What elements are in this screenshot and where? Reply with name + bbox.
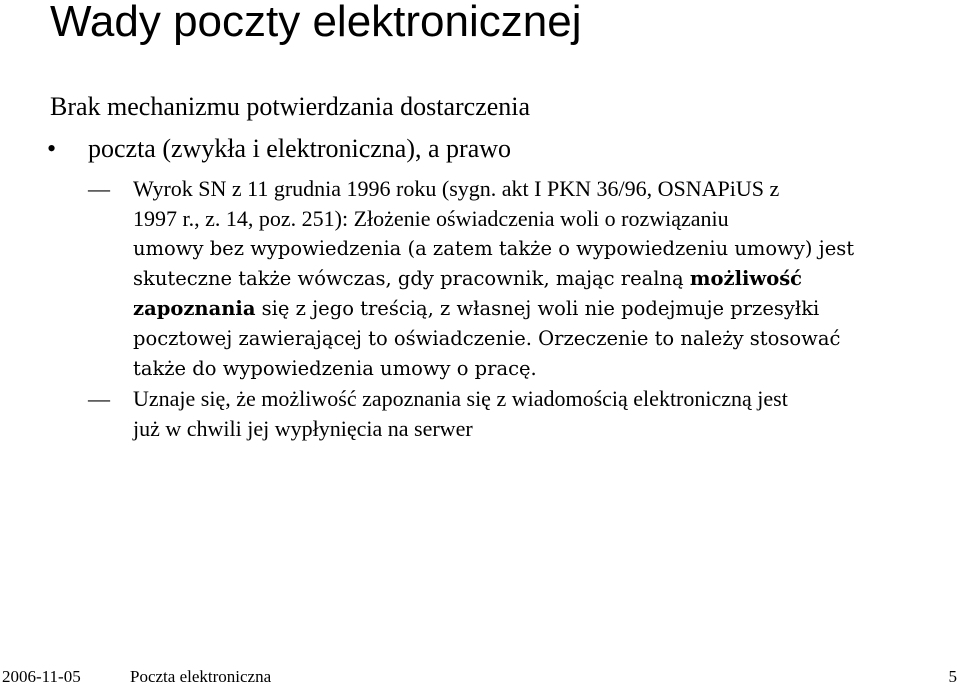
footer-date: 2006-11-05	[2, 667, 81, 686]
sub-item-line: Wyrok SN z 11 grudnia 1996 roku (sygn. akt I PKN 36/96, OSNAPiUS z	[133, 176, 780, 201]
sub-item-ruling	[133, 174, 779, 234]
sub-item-line: 1997 r., z. 14, poz. 251): Złożenie oświadczenia woli o rozwiązaniu	[133, 206, 729, 231]
dash-marker: —	[88, 386, 110, 411]
quote-line-text: się z jego treścią, z własnej woli nie podejmuje przesyłki	[255, 297, 820, 320]
dash-marker: —	[88, 176, 110, 201]
footer-page-number: 5	[948, 667, 957, 686]
emphasis-possibility: możliwość	[689, 267, 803, 290]
section-heading: Brak mechanizmu potwierdzania dostarczenia	[50, 92, 531, 121]
quote-line	[133, 294, 854, 324]
quote-line: pocztowej zawierającej to oświadczenie. Orzeczenie to należy stosować	[133, 327, 841, 350]
quote-line-text: skuteczne także wówczas, gdy pracownik, mając realną	[133, 267, 690, 290]
bullet-text: poczta (zwykła i elektroniczna), a prawo	[88, 134, 512, 163]
bullet-marker: •	[47, 134, 57, 163]
quote-line	[133, 264, 854, 294]
quote-line: także do wypowiedzenia umowy o pracę.	[133, 357, 537, 380]
emphasis-familiarize: zapoznania	[133, 297, 256, 320]
slide-title: Wady poczty elektronicznej	[50, 0, 582, 46]
footer-title: Poczta elektroniczna	[130, 667, 272, 686]
ruling-quote	[133, 234, 854, 384]
sub-item-email	[133, 384, 788, 444]
sub-item-line: już w chwili jej wypłynięcia na serwer	[133, 416, 473, 441]
sub-item-line: Uznaje się, że możliwość zapoznania się z wiadomością elektroniczną jest	[133, 386, 788, 411]
quote-line: umowy bez wypowiedzenia (a zatem także o wypowiedzeniu umowy) jest	[133, 237, 855, 260]
